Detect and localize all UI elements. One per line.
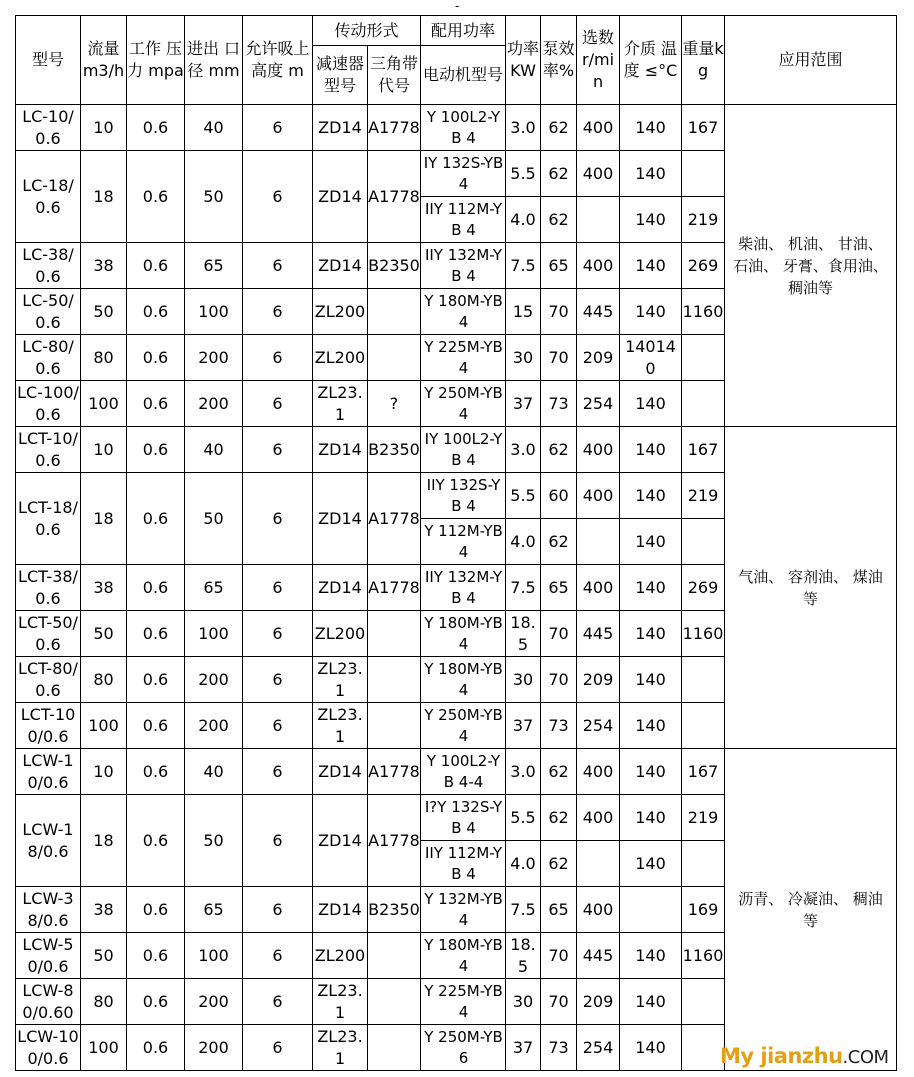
cell-belt [368,657,421,703]
cell-port: 40 [185,105,243,151]
cell-speed [577,519,620,565]
cell-reducer: ZL23.1 [313,1025,368,1071]
cell-model: LCT-80/0.6 [16,657,81,703]
cell-pressure: 0.6 [127,703,185,749]
cell-reducer: ZL23.1 [313,381,368,427]
cell-port: 50 [185,795,243,887]
cell-model: LCW-50/0.6 [16,933,81,979]
header-model: 型号 [16,16,81,105]
cell-port: 200 [185,703,243,749]
cell-power: 3.0 [506,749,541,795]
cell-suction: 6 [243,335,313,381]
cell-temperature: 140 [620,197,682,243]
cell-temperature: 140 [620,105,682,151]
cell-efficiency: 70 [541,657,577,703]
cell-efficiency: 62 [541,749,577,795]
cell-power: 5.5 [506,473,541,519]
cell-port: 40 [185,749,243,795]
header-power-config: 配用功率 [421,16,506,46]
cell-speed: 400 [577,887,620,933]
cell-weight [682,1025,725,1071]
cell-efficiency: 60 [541,473,577,519]
cell-weight [682,151,725,197]
cell-efficiency: 70 [541,289,577,335]
cell-suction: 6 [243,427,313,473]
cell-port: 65 [185,243,243,289]
cell-temperature: 140 [620,841,682,887]
cell-flow: 38 [81,243,127,289]
cell-motor: IIY 132M-YB 4 [421,565,506,611]
cell-motor: IY 132S-YB 4 [421,151,506,197]
cell-suction: 6 [243,749,313,795]
cell-belt [368,611,421,657]
cell-pressure: 0.6 [127,887,185,933]
cell-belt [368,979,421,1025]
cell-motor: Y 132M-YB 4 [421,887,506,933]
cell-belt [368,1025,421,1071]
cell-suction: 6 [243,243,313,289]
cell-power: 3.0 [506,427,541,473]
cell-efficiency: 70 [541,979,577,1025]
cell-weight: 269 [682,243,725,289]
cell-flow: 10 [81,427,127,473]
cell-reducer: ZL23.1 [313,657,368,703]
cell-pressure: 0.6 [127,657,185,703]
cell-weight: 269 [682,565,725,611]
cell-speed: 254 [577,1025,620,1071]
cell-model: LC-10/0.6 [16,105,81,151]
cell-suction: 6 [243,381,313,427]
cell-speed: 400 [577,105,620,151]
cell-temperature: 140 [620,565,682,611]
cell-motor: I?Y 132S-YB 4 [421,795,506,841]
cell-pressure: 0.6 [127,427,185,473]
cell-motor: Y 180M-YB 4 [421,289,506,335]
cell-reducer: ZD14 [313,565,368,611]
cell-temperature: 140 [620,151,682,197]
cell-belt: B2350 [368,427,421,473]
cell-reducer: ZL200 [313,933,368,979]
cell-suction: 6 [243,795,313,887]
cell-pressure: 0.6 [127,289,185,335]
cell-model: LC-18/0.6 [16,151,81,243]
header-application: 应用范围 [725,16,897,105]
cell-pressure: 0.6 [127,565,185,611]
top-mark: - [455,0,460,13]
cell-reducer: ZL200 [313,335,368,381]
cell-weight: 167 [682,105,725,151]
cell-port: 200 [185,335,243,381]
cell-speed: 254 [577,381,620,427]
cell-power: 15 [506,289,541,335]
cell-port: 100 [185,611,243,657]
cell-pressure: 0.6 [127,105,185,151]
cell-speed: 400 [577,795,620,841]
cell-speed: 400 [577,427,620,473]
header-flow: 流量m3/h [81,16,127,105]
cell-speed: 400 [577,565,620,611]
cell-temperature: 140 [620,795,682,841]
cell-flow: 38 [81,565,127,611]
cell-power: 3.0 [506,105,541,151]
cell-speed: 254 [577,703,620,749]
cell-power: 5.5 [506,151,541,197]
cell-temperature: 140 [620,611,682,657]
cell-reducer: ZD14 [313,427,368,473]
cell-suction: 6 [243,565,313,611]
cell-suction: 6 [243,105,313,151]
cell-speed: 400 [577,473,620,519]
cell-port: 100 [185,933,243,979]
cell-belt: A1778 [368,795,421,887]
cell-model: LCT-38/0.6 [16,565,81,611]
header-efficiency: 泵效率% [541,16,577,105]
cell-motor: IY 100L2-YB 4 [421,427,506,473]
cell-motor: Y 180M-YB 4 [421,657,506,703]
cell-temperature: 140140 [620,335,682,381]
cell-motor: IIY 112M-YB 4 [421,197,506,243]
cell-pressure: 0.6 [127,611,185,657]
cell-weight [682,657,725,703]
cell-port: 40 [185,427,243,473]
cell-port: 200 [185,979,243,1025]
cell-flow: 18 [81,151,127,243]
watermark-brand: My jianzhu [720,1044,843,1068]
cell-weight: 219 [682,473,725,519]
cell-reducer: ZL200 [313,289,368,335]
cell-efficiency: 62 [541,197,577,243]
cell-reducer: ZD14 [313,151,368,243]
cell-weight: 169 [682,887,725,933]
cell-application: 沥青、 冷凝油、 稠油等 [725,749,897,1071]
cell-belt [368,335,421,381]
cell-reducer: ZD14 [313,887,368,933]
header-speed: 选数r/min [577,16,620,105]
cell-temperature: 140 [620,289,682,335]
cell-temperature: 140 [620,933,682,979]
cell-port: 100 [185,289,243,335]
cell-power: 37 [506,703,541,749]
table-row [16,105,897,151]
cell-motor: Y 180M-YB 4 [421,611,506,657]
header-belt: 三角带代号 [368,46,421,105]
table-row [16,749,897,795]
cell-suction: 6 [243,979,313,1025]
header-drive: 传动形式 [313,16,421,46]
cell-efficiency: 73 [541,381,577,427]
header-temperature: 介质 温度 ≤°C [620,16,682,105]
cell-reducer: ZL200 [313,611,368,657]
cell-weight [682,979,725,1025]
cell-motor: Y 100L2-YB 4 [421,105,506,151]
cell-power: 30 [506,657,541,703]
site-watermark [720,1044,889,1068]
cell-suction: 6 [243,151,313,243]
cell-flow: 50 [81,289,127,335]
cell-motor: Y 225M-YB 4 [421,979,506,1025]
cell-belt [368,933,421,979]
cell-power: 30 [506,979,541,1025]
table-body [16,105,897,1071]
cell-belt: A1778 [368,105,421,151]
cell-flow: 50 [81,933,127,979]
cell-efficiency: 62 [541,427,577,473]
cell-temperature: 140 [620,381,682,427]
cell-flow: 100 [81,703,127,749]
cell-weight [682,841,725,887]
cell-pressure: 0.6 [127,1025,185,1071]
cell-speed [577,197,620,243]
header-pressure: 工作 压力 mpa [127,16,185,105]
cell-reducer: ZD14 [313,795,368,887]
cell-model: LC-38/0.6 [16,243,81,289]
cell-motor: Y 225M-YB 4 [421,335,506,381]
cell-belt [368,289,421,335]
cell-power: 4.0 [506,841,541,887]
cell-suction: 6 [243,933,313,979]
cell-belt: A1778 [368,473,421,565]
cell-efficiency: 65 [541,887,577,933]
cell-speed: 400 [577,243,620,289]
cell-pressure: 0.6 [127,933,185,979]
cell-efficiency: 73 [541,703,577,749]
cell-reducer: ZL23.1 [313,979,368,1025]
cell-port: 200 [185,1025,243,1071]
cell-belt: ? [368,381,421,427]
cell-temperature [620,887,682,933]
cell-temperature: 140 [620,1025,682,1071]
cell-power: 37 [506,1025,541,1071]
cell-efficiency: 62 [541,841,577,887]
cell-motor: IIY 132S-YB 4 [421,473,506,519]
cell-temperature: 140 [620,473,682,519]
cell-weight: 167 [682,427,725,473]
cell-power: 4.0 [506,197,541,243]
cell-pressure: 0.6 [127,473,185,565]
cell-weight: 1160 [682,933,725,979]
cell-temperature: 140 [620,519,682,565]
cell-speed: 445 [577,933,620,979]
cell-pressure: 0.6 [127,381,185,427]
cell-weight: 1160 [682,611,725,657]
cell-suction: 6 [243,289,313,335]
cell-model: LCW-18/0.6 [16,795,81,887]
cell-temperature: 140 [620,703,682,749]
cell-efficiency: 65 [541,565,577,611]
cell-power: 5.5 [506,795,541,841]
cell-model: LCW-38/0.6 [16,887,81,933]
cell-weight [682,381,725,427]
cell-efficiency: 62 [541,519,577,565]
cell-speed: 209 [577,657,620,703]
cell-motor: IIY 112M-YB 4 [421,841,506,887]
cell-efficiency: 70 [541,611,577,657]
cell-temperature: 140 [620,979,682,1025]
cell-flow: 18 [81,473,127,565]
cell-model: LC-50/0.6 [16,289,81,335]
cell-port: 200 [185,657,243,703]
cell-pressure: 0.6 [127,979,185,1025]
cell-weight [682,703,725,749]
header-power: 功率KW [506,16,541,105]
cell-reducer: ZD14 [313,243,368,289]
cell-suction: 6 [243,703,313,749]
cell-speed: 209 [577,979,620,1025]
cell-model: LC-100/0.6 [16,381,81,427]
cell-weight [682,335,725,381]
cell-motor: Y 250M-YB 6 [421,1025,506,1071]
cell-motor: Y 250M-YB 4 [421,381,506,427]
cell-belt [368,703,421,749]
cell-power: 30 [506,335,541,381]
cell-efficiency: 62 [541,105,577,151]
cell-motor: Y 112M-YB 4 [421,519,506,565]
cell-temperature: 140 [620,427,682,473]
cell-flow: 80 [81,979,127,1025]
cell-weight: 167 [682,749,725,795]
cell-suction: 6 [243,473,313,565]
cell-flow: 100 [81,1025,127,1071]
cell-temperature: 140 [620,657,682,703]
cell-speed: 445 [577,289,620,335]
cell-speed: 445 [577,611,620,657]
header-port: 进出 口径 mm [185,16,243,105]
cell-motor: Y 250M-YB 4 [421,703,506,749]
header-weight: 重量kg [682,16,725,105]
cell-efficiency: 62 [541,795,577,841]
cell-reducer: ZD14 [313,473,368,565]
cell-belt: B2350 [368,243,421,289]
table-row [16,427,897,473]
header-suction: 允许吸上高度 m [243,16,313,105]
cell-power: 18.5 [506,611,541,657]
cell-port: 65 [185,887,243,933]
cell-model: LCT-18/0.6 [16,473,81,565]
cell-model: LC-80/0.6 [16,335,81,381]
cell-power: 7.5 [506,565,541,611]
cell-suction: 6 [243,657,313,703]
cell-model: LCT-50/0.6 [16,611,81,657]
cell-power: 7.5 [506,243,541,289]
cell-port: 65 [185,565,243,611]
cell-pressure: 0.6 [127,749,185,795]
cell-power: 4.0 [506,519,541,565]
cell-flow: 10 [81,105,127,151]
cell-speed [577,841,620,887]
cell-weight: 1160 [682,289,725,335]
cell-port: 50 [185,151,243,243]
header-motor: 电动机型号 [421,46,506,105]
watermark-suffix: .COM [842,1047,889,1068]
cell-application: 气油、 容剂油、 煤油等 [725,427,897,749]
cell-flow: 80 [81,335,127,381]
cell-belt: A1778 [368,151,421,243]
cell-flow: 10 [81,749,127,795]
cell-model: LCW-10/0.6 [16,749,81,795]
cell-weight: 219 [682,197,725,243]
cell-flow: 80 [81,657,127,703]
cell-flow: 100 [81,381,127,427]
cell-belt: B2350 [368,887,421,933]
cell-port: 50 [185,473,243,565]
cell-speed: 400 [577,749,620,795]
cell-power: 37 [506,381,541,427]
cell-pressure: 0.6 [127,243,185,289]
cell-model: LCT-10/0.6 [16,427,81,473]
cell-model: LCT-100/0.6 [16,703,81,749]
cell-weight: 219 [682,795,725,841]
cell-flow: 50 [81,611,127,657]
cell-motor: IIY 132M-YB 4 [421,243,506,289]
cell-motor: Y 100L2-YB 4-4 [421,749,506,795]
cell-application: 柴油、 机油、 甘油、 石油、 牙膏、食用油、稠油等 [725,105,897,427]
cell-suction: 6 [243,611,313,657]
cell-reducer: ZL23.1 [313,703,368,749]
cell-efficiency: 70 [541,335,577,381]
cell-efficiency: 70 [541,933,577,979]
cell-efficiency: 62 [541,151,577,197]
cell-suction: 6 [243,887,313,933]
cell-efficiency: 65 [541,243,577,289]
cell-flow: 38 [81,887,127,933]
cell-motor: Y 180M-YB 4 [421,933,506,979]
cell-temperature: 140 [620,243,682,289]
cell-belt: A1778 [368,565,421,611]
cell-flow: 18 [81,795,127,887]
cell-speed: 209 [577,335,620,381]
cell-pressure: 0.6 [127,335,185,381]
pump-spec-table [15,15,897,1071]
cell-belt: A1778 [368,749,421,795]
cell-port: 200 [185,381,243,427]
cell-power: 18.5 [506,933,541,979]
cell-efficiency: 73 [541,1025,577,1071]
cell-model: LCW-80/0.60 [16,979,81,1025]
cell-reducer: ZD14 [313,749,368,795]
cell-model: LCW-100/0.6 [16,1025,81,1071]
cell-weight [682,519,725,565]
cell-pressure: 0.6 [127,151,185,243]
cell-suction: 6 [243,1025,313,1071]
cell-power: 7.5 [506,887,541,933]
cell-temperature: 140 [620,749,682,795]
cell-speed: 400 [577,151,620,197]
cell-reducer: ZD14 [313,105,368,151]
cell-pressure: 0.6 [127,795,185,887]
header-reducer: 减速器型号 [313,46,368,105]
